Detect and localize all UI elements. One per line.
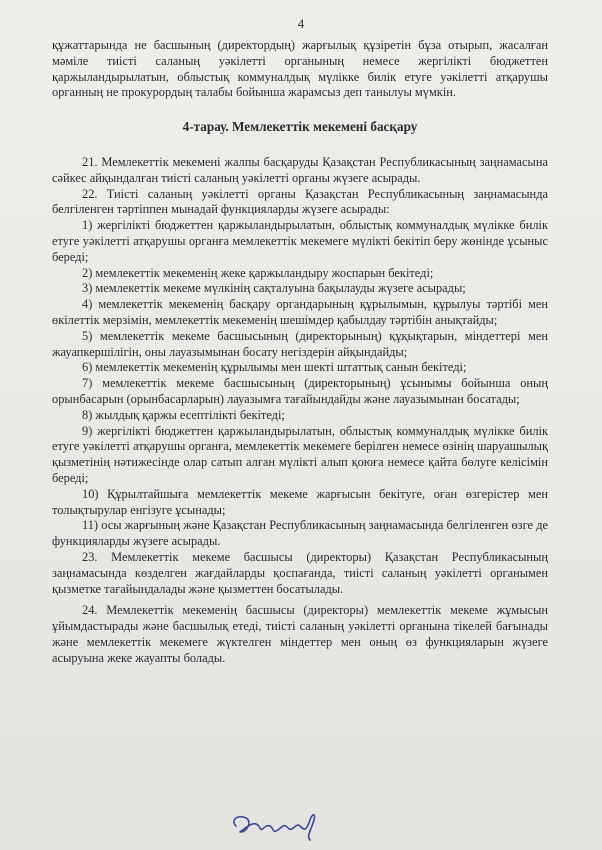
list-item-2: 2) мемлекеттік мекеменің жеке қаржыландыру жоспарын бекітеді; [82, 265, 434, 280]
list-item-7: 7) мемлекеттік мекеме басшысының (директорының) ұсынымы бойынша оның орынбасарын (орынбасарларын) лауазымға тағайындайды және лауазымынан босатады; [52, 376, 548, 406]
list-item-8: 8) жылдық қаржы есептілікті бекітеді; [82, 407, 285, 422]
document-body [52, 38, 548, 666]
list-item-6: 6) мемлекеттік мекеменің құрылымы мен шекті штаттық санын бекітеді; [82, 360, 467, 375]
clause-22: 22. Тиісті саланың уәкілетті органы Қазақстан Республикасының заңнамасында белгіленген тәртіппен мынадай функцияларды жүзеге асырады: [52, 186, 548, 217]
page-number: 4 [297, 16, 305, 31]
list-item-9: 9) жергілікті бюджеттен қаржыландырылатын, облыстық коммуналдық мүлікке билік етуге уәкілетті атқарушы органға, мемлекеттік мекемеге берілген немесе өзінің шаруашылық қызметінің нәтижесінде олар сатып алған мүлікті алып қоюға немесе қайта бөлуге келісімін береді; [52, 423, 548, 485]
section-heading: 4-тарау. Мемлекеттік мекемені басқару [182, 119, 418, 135]
clause-24: 24. Мемлекеттік мекеменің басшысы (директоры) мемлекеттік мекеме жұмысын ұйымдастырады және басшылық етеді, тиісті саланың уәкілетті органына тікелей бағынады және мемлекеттік мекемеге жүктелген міндеттер мен оның өз функцияларын жүзеге асыруына жеке жауапты болады. [52, 603, 548, 665]
list-item-5: 5) мемлекеттік мекеме басшысының (директорының) құқықтарын, міндеттері мен жауапкершілігін, оны лауазымынан босату негіздерін айқындайды; [52, 328, 548, 359]
clause-21: 21. Мемлекеттік мекемені жалпы басқаруды Қазақстан Республикасының заңнамасына сәйкес айқындалған тиісті саланың уәкілетті органы жүзеге асырады. [52, 154, 548, 185]
list-item-10: 10) Құрылтайшыға мемлекеттік мекеме жарғысын бекітуге, оған өзгерістер мен толықтырулар енгізуге ұсынады; [52, 486, 548, 517]
list-item-4: 4) мемлекеттік мекеменің басқару органдарының құрылымын, құрылуы тәртібі мен өкілеттік мерзімін, мемлекеттік мекеменің шешімдер қабылдау тәртібін анықтайды; [52, 297, 548, 327]
list-item-1: 1) жергілікті бюджеттен қаржыландырылатын, облыстық коммуналдық мүлікке билік етуге уәкілетті атқарушы органға мемлекеттік мекемеге мүлікті бекітіп беру жөнінде ұсыныс береді; [52, 218, 548, 264]
signature-mark [226, 806, 336, 842]
signature-stroke [234, 815, 315, 840]
paragraph-continuation: құжаттарында не басшының (директордың) жарғылық құзіретін бұза отырып, жасалған мәміле тиісті саланың уәкілетті органының немесе жергілікті бюджеттен қаржыландырылатын, облыстық коммуналдық мүлікке билік етуге уәкілетті атқарушы органның не прокурордың талабы бойынша жарамсыз деп танылуы мүмкін. [52, 38, 548, 100]
list-item-3: 3) мемлекеттік мекеме мүлкінің сақталуына бақылауды жүзеге асырады; [82, 281, 466, 296]
list-item-11: 11) осы жарғының және Қазақстан Республикасының заңнамасында белгіленген өзге де функцияларды жүзеге асырады. [52, 518, 548, 549]
clause-23: 23. Мемлекеттік мекеме басшысы (директоры) Қазақстан Республикасының заңнамасында көзделген жағдайларды қоспағанда, тиісті саланың уәкілетті органымен қызметке тағайындалады және қызметтен босатылады. [52, 549, 548, 596]
